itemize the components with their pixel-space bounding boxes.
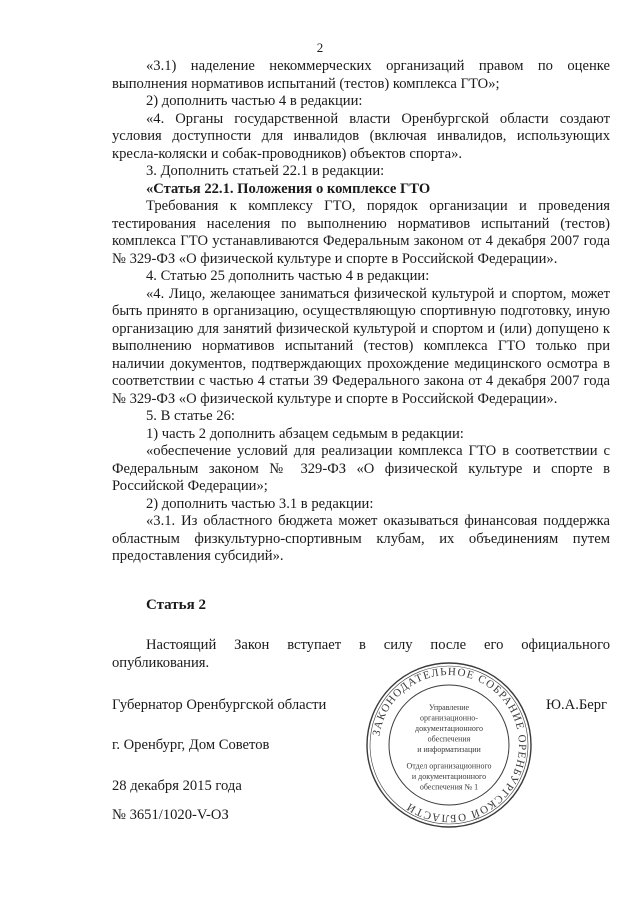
article-2-title: Статья 2 <box>146 597 206 613</box>
paragraph: «3.1. Из областного бюджета может оказываться финансовая поддержка областным физкультурно-спортивным клубам, их объединениям путем предоставления субсидий». <box>112 513 610 564</box>
stamp-ring-text: ЗАКОНОДАТЕЛЬНОЕ СОБРАНИЕ ОРЕНБУРГСКОЙ ОБЛАСТИ <box>370 665 529 825</box>
governor-name: Ю.А.Берг <box>546 697 607 713</box>
paragraph: «4. Лицо, желающее заниматься физической культурой и спортом, может быть принято в организацию, осуществляющую спортивную подготовку, иную организацию для занятий физической культурой и спортом и (или) допущено к выполнению нормативов испытаний (тестов) комплекса ГТО только при наличии документов, подтверждающих прохождение медицинского осмотра в соответствии с частью 4 статьи 39 Федерального закона от 4 декабря 2007 года № 329-ФЗ «О физической культуре и спорте в Российской Федерации». <box>112 285 610 407</box>
law-body-text <box>112 58 610 566</box>
stamp-line: организационно- <box>420 713 478 723</box>
paragraph: «3.1) наделение некоммерческих организаций правом по оценке выполнения нормативов испытаний (тестов) комплекса ГТО»; <box>112 58 610 92</box>
paragraph: «Статья 22.1. Положения о комплексе ГТО <box>146 180 431 197</box>
law-number: № 3651/1020-V-ОЗ <box>112 807 229 823</box>
paragraph: 5. В статье 26: <box>146 408 235 424</box>
paragraph: «4. Органы государственной власти Оренбургской области создают условия доступности для инвалидов (включая инвалидов, использующих кресла-коляски и собак-проводников) объектов спорта». <box>112 110 610 162</box>
paragraph: «обеспечение условий для реализации комплекса ГТО в соответствии с Федеральным законом № 329-ФЗ «О физической культуре и спорте в Российской Федерации»; <box>112 443 610 494</box>
paragraph: 2) дополнить частью 4 в редакции: <box>146 93 363 109</box>
stamp-line: Отдел организационного <box>406 761 492 771</box>
paragraph: 3. Дополнить статьей 22.1 в редакции: <box>146 163 385 179</box>
page-number: 2 <box>316 40 324 55</box>
signing-place: г. Оренбург, Дом Советов <box>112 737 270 753</box>
governor-title: Губернатор Оренбургской области <box>112 697 327 713</box>
official-stamp-seal <box>364 660 534 830</box>
stamp-line: и информатизации <box>417 745 481 754</box>
paragraph: 4. Статью 25 дополнить частью 4 в редакции: <box>146 268 430 284</box>
stamp-line: обеспечения <box>427 734 471 744</box>
stamp-line: документационного <box>415 724 483 733</box>
stamp-line: обеспечения № 1 <box>419 782 479 792</box>
paragraph: 2) дополнить частью 3.1 в редакции: <box>146 495 374 512</box>
stamp-line: и документационного <box>411 772 487 781</box>
signing-date: 28 декабря 2015 года <box>112 778 242 794</box>
article-2-text: Настоящий Закон вступает в силу после его официального опубликования. <box>112 637 610 671</box>
paragraph: Требования к комплексу ГТО, порядок организации и проведения тестирования населения по выполнению нормативов испытаний (тестов) комплекса ГТО устанавливаются Федеральным законом от 4 декабря 2007 года № 329-ФЗ «О физической культуре и спорте в Российской Федерации». <box>112 198 610 267</box>
paragraph: 1) часть 2 дополнить абзацем седьмым в редакции: <box>146 425 464 442</box>
stamp-line: Управление <box>428 703 470 712</box>
